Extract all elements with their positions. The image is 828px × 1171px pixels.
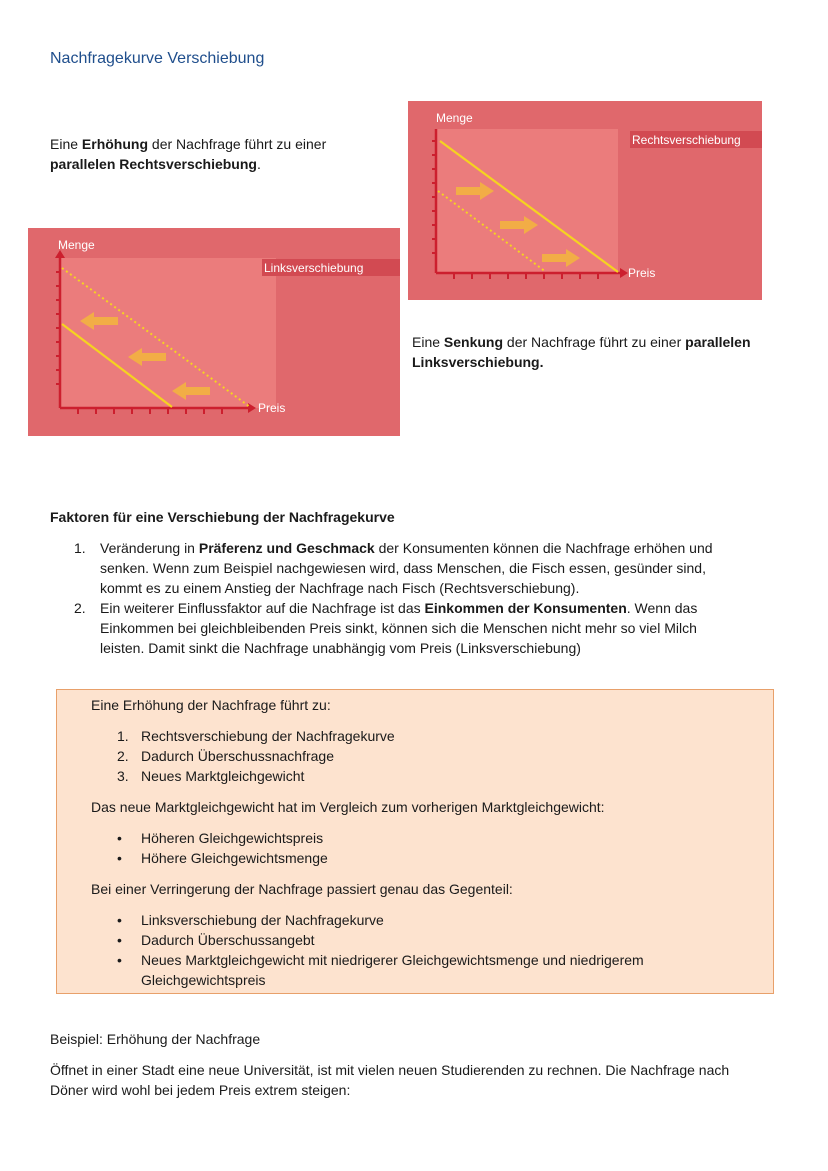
factors-heading: Faktoren für eine Verschiebung der Nachfragekurve (50, 509, 395, 525)
x-axis-label: Preis (628, 266, 656, 280)
factor-item-1 (74, 538, 774, 598)
x-axis-label: Preis (258, 401, 286, 415)
plot-area (60, 258, 276, 408)
factor-number: 2. (74, 600, 86, 616)
bullet: • (117, 952, 122, 968)
bullet: • (117, 830, 122, 846)
intro-increase-pre: Eine (50, 136, 82, 152)
factor-bold: Präferenz und Geschmack (198, 540, 375, 556)
example-line: Öffnet in einer Stadt eine neue Universität, ist mit vielen neuen Studierenden zu rechnen. Die Nachfrage nach (50, 1062, 730, 1078)
page-title: Nachfragekurve Verschiebung (50, 50, 265, 67)
intro-increase-post: . (256, 156, 261, 172)
step-number: 3. (117, 768, 129, 784)
intro-increase (50, 134, 370, 174)
factor-text: Veränderung in (100, 540, 199, 556)
example-text (50, 1060, 790, 1100)
summary-higher-2 (117, 848, 328, 868)
intro-decrease-mid: der Nachfrage führt zu einer (503, 334, 686, 350)
step-number: 1. (117, 728, 129, 744)
summary-compare: Das neue Marktgleichgewicht hat im Vergleich zum vorherigen Marktgleichgewicht: (91, 799, 605, 815)
factor-bold: Einkommen der Konsumenten (424, 600, 627, 616)
bullet-text: Neues Marktgleichgewicht mit niedrigerer Gleichgewichtsmenge und niedrigerem (141, 952, 644, 968)
factor-text: kommt es zu einem Anstieg der Nachfrage nach Fisch (Rechtsverschiebung). (100, 580, 580, 596)
bullet: • (117, 932, 122, 948)
intro-decrease-bold: Senkung (443, 334, 504, 350)
factor-number: 1. (74, 540, 86, 556)
bullet: • (117, 912, 122, 928)
summary-step-3 (117, 766, 304, 786)
bullet-text: Dadurch Überschussangebt (141, 932, 315, 948)
summary-lower-2 (117, 930, 315, 950)
summary-lower-3 (117, 950, 644, 970)
tag-label: Rechtsverschiebung (632, 133, 741, 147)
bullet: • (117, 850, 122, 866)
intro-increase-bold: Erhöhung (81, 136, 149, 152)
factor-text: der Konsumenten können die Nachfrage erhöhen und (374, 540, 713, 556)
intro-decrease (412, 332, 792, 372)
step-text: Rechtsverschiebung der Nachfragekurve (141, 728, 395, 744)
intro-increase-bold2: parallelen Rechtsverschiebung (50, 156, 257, 172)
summary-lower-1 (117, 910, 384, 930)
summary-intro: Eine Erhöhung der Nachfrage führt zu: (91, 697, 331, 713)
summary-higher-1 (117, 828, 323, 848)
example-line: Döner wird wohl bei jedem Preis extrem steigen: (50, 1082, 351, 1098)
bullet-text: Höheren Gleichgewichtspreis (141, 830, 324, 846)
y-axis-label: Menge (58, 238, 95, 252)
example-heading: Beispiel: Erhöhung der Nachfrage (50, 1031, 261, 1047)
summary-box (56, 689, 774, 994)
summary-step-2 (117, 746, 334, 766)
step-number: 2. (117, 748, 129, 764)
intro-decrease-pre: Eine (412, 334, 444, 350)
factor-text: leisten. Damit sinkt die Nachfrage unabhängig vom Preis (Linksverschiebung) (100, 640, 581, 656)
intro-decrease-bold2: parallelen (685, 334, 751, 350)
intro-increase-mid: der Nachfrage führt zu einer (148, 136, 327, 152)
factor-item-2 (74, 598, 774, 658)
step-text: Dadurch Überschussnachfrage (141, 748, 334, 764)
figure-right-shift (408, 101, 762, 300)
step-text: Neues Marktgleichgewicht (141, 768, 305, 784)
summary-step-1 (117, 726, 395, 746)
factor-text: Ein weiterer Einflussfaktor auf die Nachfrage ist das (100, 600, 425, 616)
x-axis-arrow (620, 268, 628, 278)
bullet-text: Linksverschiebung der Nachfragekurve (141, 912, 384, 928)
summary-lower-3-cont: Gleichgewichtspreis (141, 972, 266, 988)
figure-left-shift (28, 228, 400, 436)
intro-decrease-bold3: Linksverschiebung. (412, 354, 544, 370)
factor-text: Einkommen bei gleichbleibenden Preis sinkt, können sich die Menschen nicht mehr so viel Milch (100, 620, 697, 636)
summary-opposite: Bei einer Verringerung der Nachfrage passiert genau das Gegenteil: (91, 881, 513, 897)
tag-label: Linksverschiebung (264, 261, 364, 275)
factor-text: . Wenn das (626, 600, 698, 616)
bullet-text: Höhere Gleichgewichtsmenge (141, 850, 328, 866)
y-axis-label: Menge (436, 111, 473, 125)
factor-text: senken. Wenn zum Beispiel nachgewiesen wird, dass Menschen, die Fisch essen, gesünder sind, (100, 560, 706, 576)
